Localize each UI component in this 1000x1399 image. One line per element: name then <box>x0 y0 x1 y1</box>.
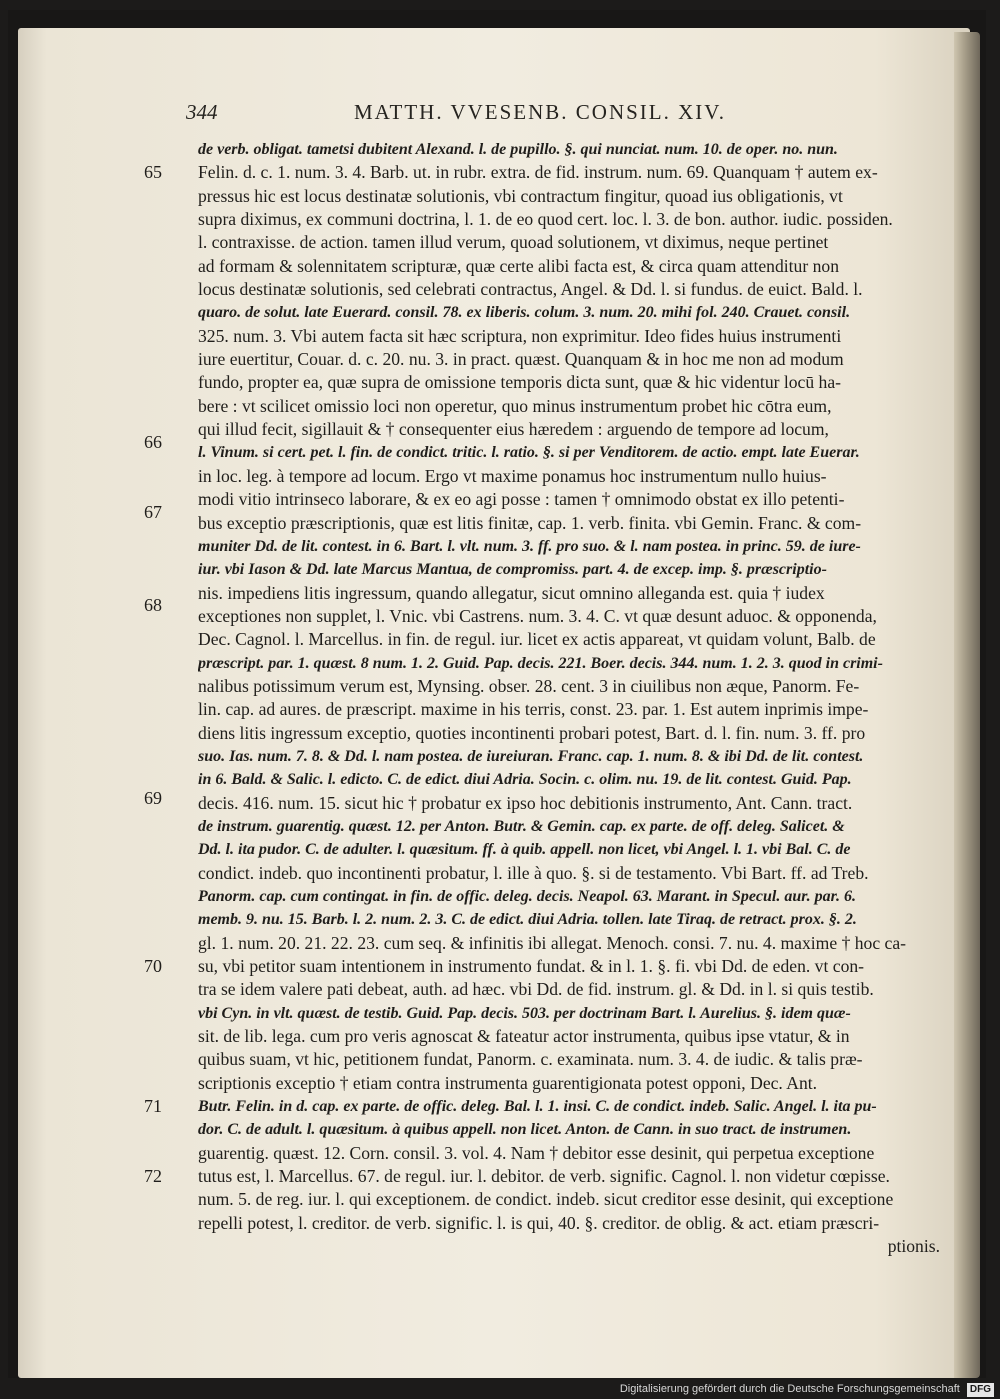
text-line: nis. impediens litis ingressum, quando allegatur, sicut omnino alleganda est. quia † iudex <box>198 582 825 603</box>
text-line: modi vitio intrinseco laborare, & ex eo agi posse : tamen † omnimodo obstat ex illo petenti- <box>198 489 845 510</box>
text-line: su, vbi petitor suam intentionem in instrumento fundat. & in l. 1. §. fi. vbi Dd. de eden. vt con- <box>198 956 865 977</box>
text-line: in loc. leg. à tempore ad locum. Ergo vt maxime ponamus hoc instrumentum nullo huius- <box>198 465 827 486</box>
marginal-number: 71 <box>144 1096 162 1116</box>
text-line: decis. 416. num. 15. sicut hic † probatur ex ipso hoc debitionis instrumento, Ant. Cann. tract. <box>198 792 853 813</box>
text-line: memb. 9. nu. 15. Barb. l. 2. num. 2. 3. C. de edict. diui Adria. tollen. late Tiraq. de retract. prox. §. 2. <box>198 911 857 929</box>
text-line: tra se idem valere pati debeat, auth. ad hæc. vbi Dd. de fid. instrum. gl. & Dd. in l. si quis testib. <box>198 979 874 1000</box>
marginal-number: 70 <box>144 956 162 976</box>
text-line: quaro. de solut. late Euerard. consil. 78. ex liberis. colum. 3. num. 20. mihi fol. 240. Crauet. consil. <box>198 304 851 322</box>
body-text <box>198 138 968 1259</box>
text-line: de verb. obligat. tametsi dubitent Alexand. l. de pupillo. §. qui nunciat. num. 10. de oper. no. nun. <box>198 141 838 158</box>
text-line: bere : vt scilicet omissio loci non operetur, quo minus instrumentum probet hic cōtra eum, <box>198 395 832 416</box>
text-line: guarentig. quæst. 12. Corn. consil. 3. vol. 4. Nam † debitor esse desinit, qui perpetua exceptione <box>198 1142 875 1163</box>
marginal-number: 72 <box>144 1166 162 1186</box>
text-line: pressus hic est locus destinatæ solutionis, vbi contractum fingitur, quoad ius obligationis, vt <box>198 185 843 206</box>
text-line: l. Vinum. si cert. pet. l. fin. de condict. tritic. l. ratio. §. si per Venditorem. de actio. empt. late Euerar. <box>198 444 860 462</box>
text-line: Felin. d. c. 1. num. 3. 4. Barb. ut. in rubr. extra. de fid. instrum. num. 69. Quanquam † autem ex- <box>198 162 878 183</box>
text-line: locus destinatæ solutionis, sed celebrati contractus, Angel. & Dd. l. si fundus. de euict. Bald. l. <box>198 279 863 300</box>
text-line: suo. Ias. num. 7. 8. & Dd. l. nam postea. de iureiuran. Franc. cap. 1. num. 8. & ibi Dd. de lit. contest. <box>198 747 864 765</box>
text-line: nalibus potissimum verum est, Mynsing. obser. 28. cent. 3 in ciuilibus non æque, Panorm. Fe- <box>198 675 860 696</box>
text-line: iure euertitur, Couar. d. c. 20. nu. 3. in pract. quæst. Quanquam & in hoc me non ad modum <box>198 349 844 370</box>
dfg-logo: DFG <box>967 1383 994 1397</box>
text-line: dor. C. de adult. l. quæsitum. à quibus appell. non licet. Anton. de Cann. in suo tract. de instrumen. <box>198 1121 852 1139</box>
text-line: diens litis ingressum exceptio, quoties incontinenti probari potest, Bart. d. l. fin. num. 3. ff. pro <box>198 722 866 743</box>
text-line: ad formam & solennitatem scripturæ, quæ certe alibi facta est, & circa quam attenditur non <box>198 255 839 276</box>
text-line: Dd. l. ita pudor. C. de adulter. l. quæsitum. ff. à quib. appell. non licet, vbi Angel. l. 1. vbi Bal. C. de <box>198 841 851 859</box>
folio-number: 344 <box>186 100 218 124</box>
text-line: Panorm. cap. cum contingat. in fin. de offic. deleg. decis. Neapol. 63. Marant. in Specul. aur. par. 6. <box>198 888 856 905</box>
text-line: iur. vbi Iason & Dd. late Marcus Mantua, de compromiss. part. 4. de excep. imp. §. præscriptio- <box>198 561 827 579</box>
marginal-number: 68 <box>144 595 162 615</box>
credit-text: Digitalisierung gefördert durch die Deutsche Forschungsgemeinschaft <box>619 1383 960 1395</box>
text-line: condict. indeb. quo incontinenti probatur, l. ille à quo. §. si de testamento. Vbi Bart. ff. ad Treb. <box>198 862 869 883</box>
marginal-number: 65 <box>144 162 162 182</box>
text-line: fundo, propter ea, quæ supra de omissione temporis dicta sunt, quæ & hic videntur locū ha- <box>198 372 842 393</box>
text-line: in 6. Bald. & Salic. l. edicto. C. de edict. diui Adria. Socin. c. olim. nu. 19. de lit. contest. Guid. Pap. <box>198 771 852 789</box>
running-head: MATTH. VVESENB. CONSIL. XIV. <box>354 100 726 124</box>
text-line: gl. 1. num. 20. 21. 22. 23. cum seq. & infinitis ibi allegat. Menoch. consi. 7. nu. 4. maxime † hoc ca- <box>198 932 907 953</box>
text-line: vbi Cyn. in vlt. quæst. de testib. Guid. Pap. decis. 503. per doctrinam Bart. l. Aurelius. §. idem quæ- <box>198 1004 851 1022</box>
marginal-number: 69 <box>144 788 162 808</box>
text-line: præscript. par. 1. quæst. 8 num. 1. 2. Guid. Pap. decis. 221. Boer. decis. 344. num. 1. 2. 3. quod in crimi- <box>198 654 883 672</box>
text-line: de instrum. guarentig. quæst. 12. per Anton. Butr. & Gemin. cap. ex parte. de off. deleg. Salicet. & <box>198 817 845 835</box>
text-line: num. 5. de reg. iur. l. qui exceptionem. de condict. indeb. sicut creditor esse desinit, qui exceptione <box>198 1189 894 1210</box>
page-header <box>186 100 906 130</box>
marginal-number: 66 <box>144 432 162 452</box>
text-line: supra diximus, ex communi doctrina, l. 1. de eo quod cert. loc. l. 3. de bon. author. iudic. possiden. <box>198 209 893 230</box>
text-line: 325. num. 3. Vbi autem facta sit hæc scriptura, non exprimitur. Ideo fides huius instrumenti <box>198 325 842 346</box>
digitization-credit <box>620 1381 994 1397</box>
text-line: quibus suam, vt hic, petitionem fundat, Panorm. c. examinata. num. 3. 4. de iudic. & talis præ- <box>198 1049 863 1070</box>
text-line: muniter Dd. de lit. contest. in 6. Bart. l. vlt. num. 3. ff. pro suo. & l. nam postea. in princ. 59. de iure- <box>198 537 861 555</box>
text-line: sit. de lib. lega. cum pro veris agnoscat & fateatur actor instrumenta, quibus ipse vtatur, & in <box>198 1026 850 1047</box>
text-line: qui illud fecit, sigillauit & † consequenter eius hæredem : arguendo de tempore ad locum, <box>198 419 829 440</box>
text-line: tutus est, l. Marcellus. 67. de regul. iur. l. debitor. de verb. signific. Cagnol. l. non videtur cœpisse. <box>198 1166 890 1187</box>
text-line: exceptiones non supplet, l. Vnic. vbi Castrens. num. 3. 4. C. vt quæ desunt aduoc. & opponenda, <box>198 605 877 626</box>
text-line: lin. cap. ad aures. de præscript. maxime in his terris, const. 23. par. 1. Est autem inprimis impe- <box>198 699 869 720</box>
text-line: bus exceptio præscriptionis, quæ est litis finitæ, cap. 1. verb. finita. vbi Gemin. Franc. & com- <box>198 512 862 533</box>
marginal-number: 67 <box>144 502 162 522</box>
text-line: l. contraxisse. de action. tamen illud verum, quoad solutionem, vt diximus, neque pertinet <box>198 232 829 253</box>
text-line: Butr. Felin. in d. cap. ex parte. de offic. deleg. Bal. l. 1. insi. C. de condict. indeb. Salic. Angel. l. ita pu- <box>198 1098 877 1116</box>
text-line: repelli potest, l. creditor. de verb. signific. l. is qui, 40. §. creditor. de oblig. & act. etiam præscri- <box>198 1212 880 1233</box>
text-line: Dec. Cagnol. l. Marcellus. in fin. de regul. iur. licet ex actis appareat, vt quidam volunt, Balb. de <box>198 629 876 650</box>
text-line: scriptionis exceptio † etiam contra instrumenta guarentigionata potest opponi, Dec. Ant. <box>198 1072 818 1093</box>
catchword: ptionis. <box>887 1236 940 1257</box>
